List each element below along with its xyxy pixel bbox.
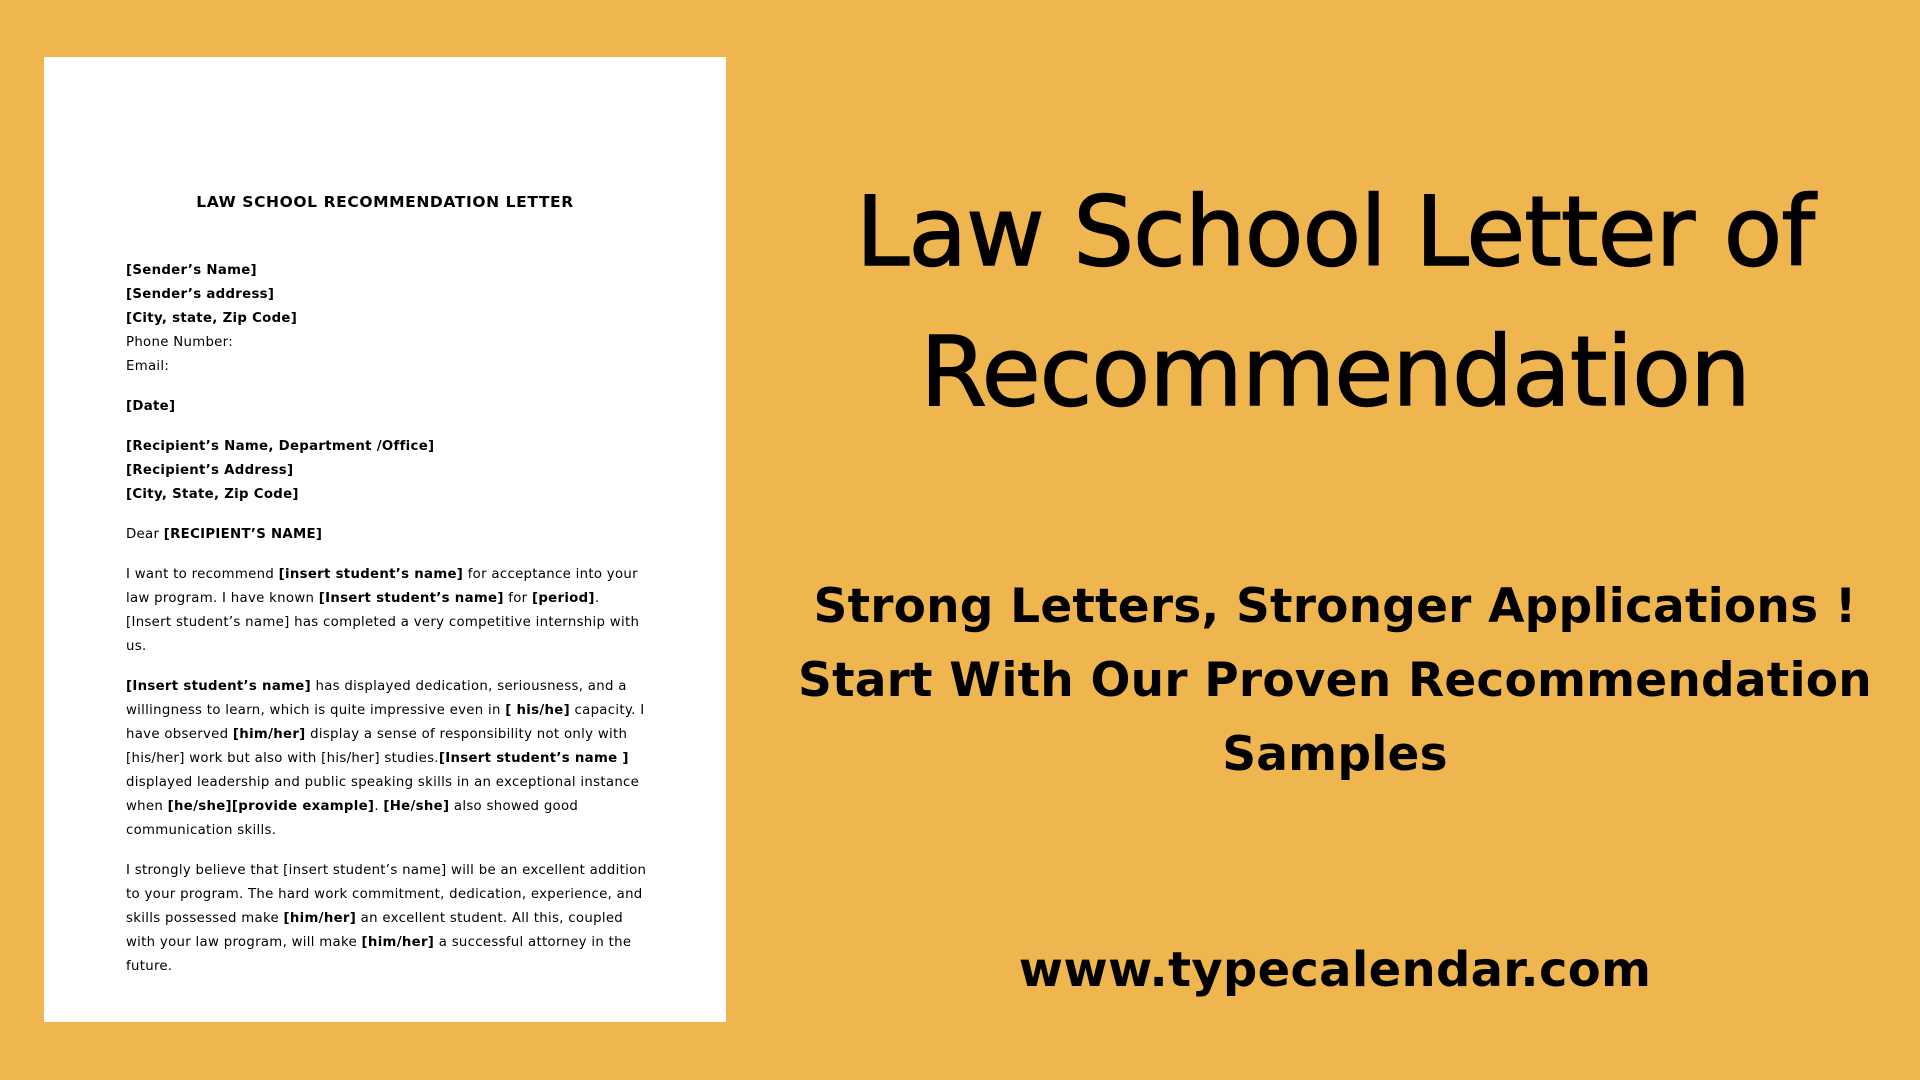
paragraph-line: communication skills. [126, 823, 277, 838]
recipient-address: [Recipient’s Address] [126, 463, 294, 478]
date-block [126, 395, 656, 419]
tagline-line-3: Samples [1222, 727, 1448, 782]
paragraph-line: willingness to learn, which is quite impressive even in [ his/he] capacity. I [126, 703, 645, 718]
sender-block [126, 259, 656, 379]
promo-panel [760, 0, 1910, 1080]
sender-city-state-zip: [City, state, Zip Code] [126, 311, 298, 326]
paragraph-line: us. [126, 639, 147, 654]
tagline-line-2: Start With Our Proven Recommendation [798, 653, 1872, 708]
recipient-block [126, 435, 656, 507]
paragraph-line: [his/her] work but also with [his/her] studies.[Insert student’s name ] [126, 751, 629, 766]
letter-body [126, 259, 656, 995]
letter-template-preview [44, 57, 726, 1022]
sender-phone-label: Phone Number: [126, 335, 233, 350]
paragraph-line: law program. I have known [Insert student’s name] for [period]. [126, 591, 600, 606]
salutation [126, 523, 656, 547]
paragraph-line: have observed [him/her] display a sense of responsibility not only with [126, 727, 628, 742]
recipient-city-state-zip: [City, State, Zip Code] [126, 487, 299, 502]
paragraph-line: skills possessed make [him/her] an excellent student. All this, coupled [126, 911, 624, 926]
paragraph-line: with your law program, will make [him/her] a successful attorney in the [126, 935, 632, 950]
recipient-name-department: [Recipient’s Name, Department /Office] [126, 439, 435, 454]
promo-tagline [760, 570, 1910, 792]
sender-email-label: Email: [126, 359, 170, 374]
salutation-prefix: Dear [126, 527, 164, 542]
letter-paragraph-1 [126, 563, 656, 659]
page-title [760, 162, 1910, 442]
paragraph-line: future. [126, 959, 173, 974]
letter-paragraph-3 [126, 859, 656, 979]
sender-address: [Sender’s address] [126, 287, 275, 302]
paragraph-line: displayed leadership and public speaking skills in an exceptional instance [126, 775, 640, 790]
paragraph-line: [Insert student’s name] has completed a very competitive internship with [126, 615, 640, 630]
paragraph-line: I want to recommend [insert student’s name] for acceptance into your [126, 567, 638, 582]
letter-title: LAW SCHOOL RECOMMENDATION LETTER [196, 193, 574, 211]
salutation-name: [RECIPIENT’S NAME] [163, 527, 323, 542]
letter-paragraph-2 [126, 675, 656, 843]
page-title-line-2: Recommendation [920, 316, 1750, 429]
paragraph-line: when [he/she][provide example]. [He/she] also showed good [126, 799, 579, 814]
letter-date: [Date] [126, 399, 176, 414]
sender-name: [Sender’s Name] [126, 263, 257, 278]
website-url: www.typecalendar.com [1018, 942, 1652, 998]
page-title-line-1: Law School Letter of [855, 176, 1815, 289]
paragraph-line: I strongly believe that [insert student’s name] will be an excellent addition [126, 863, 647, 878]
tagline-line-1: Strong Letters, Stronger Applications ! [813, 579, 1857, 634]
paragraph-line: to your program. The hard work commitment, dedication, experience, and [126, 887, 643, 902]
paragraph-line: [Insert student’s name] has displayed dedication, seriousness, and a [126, 679, 627, 694]
